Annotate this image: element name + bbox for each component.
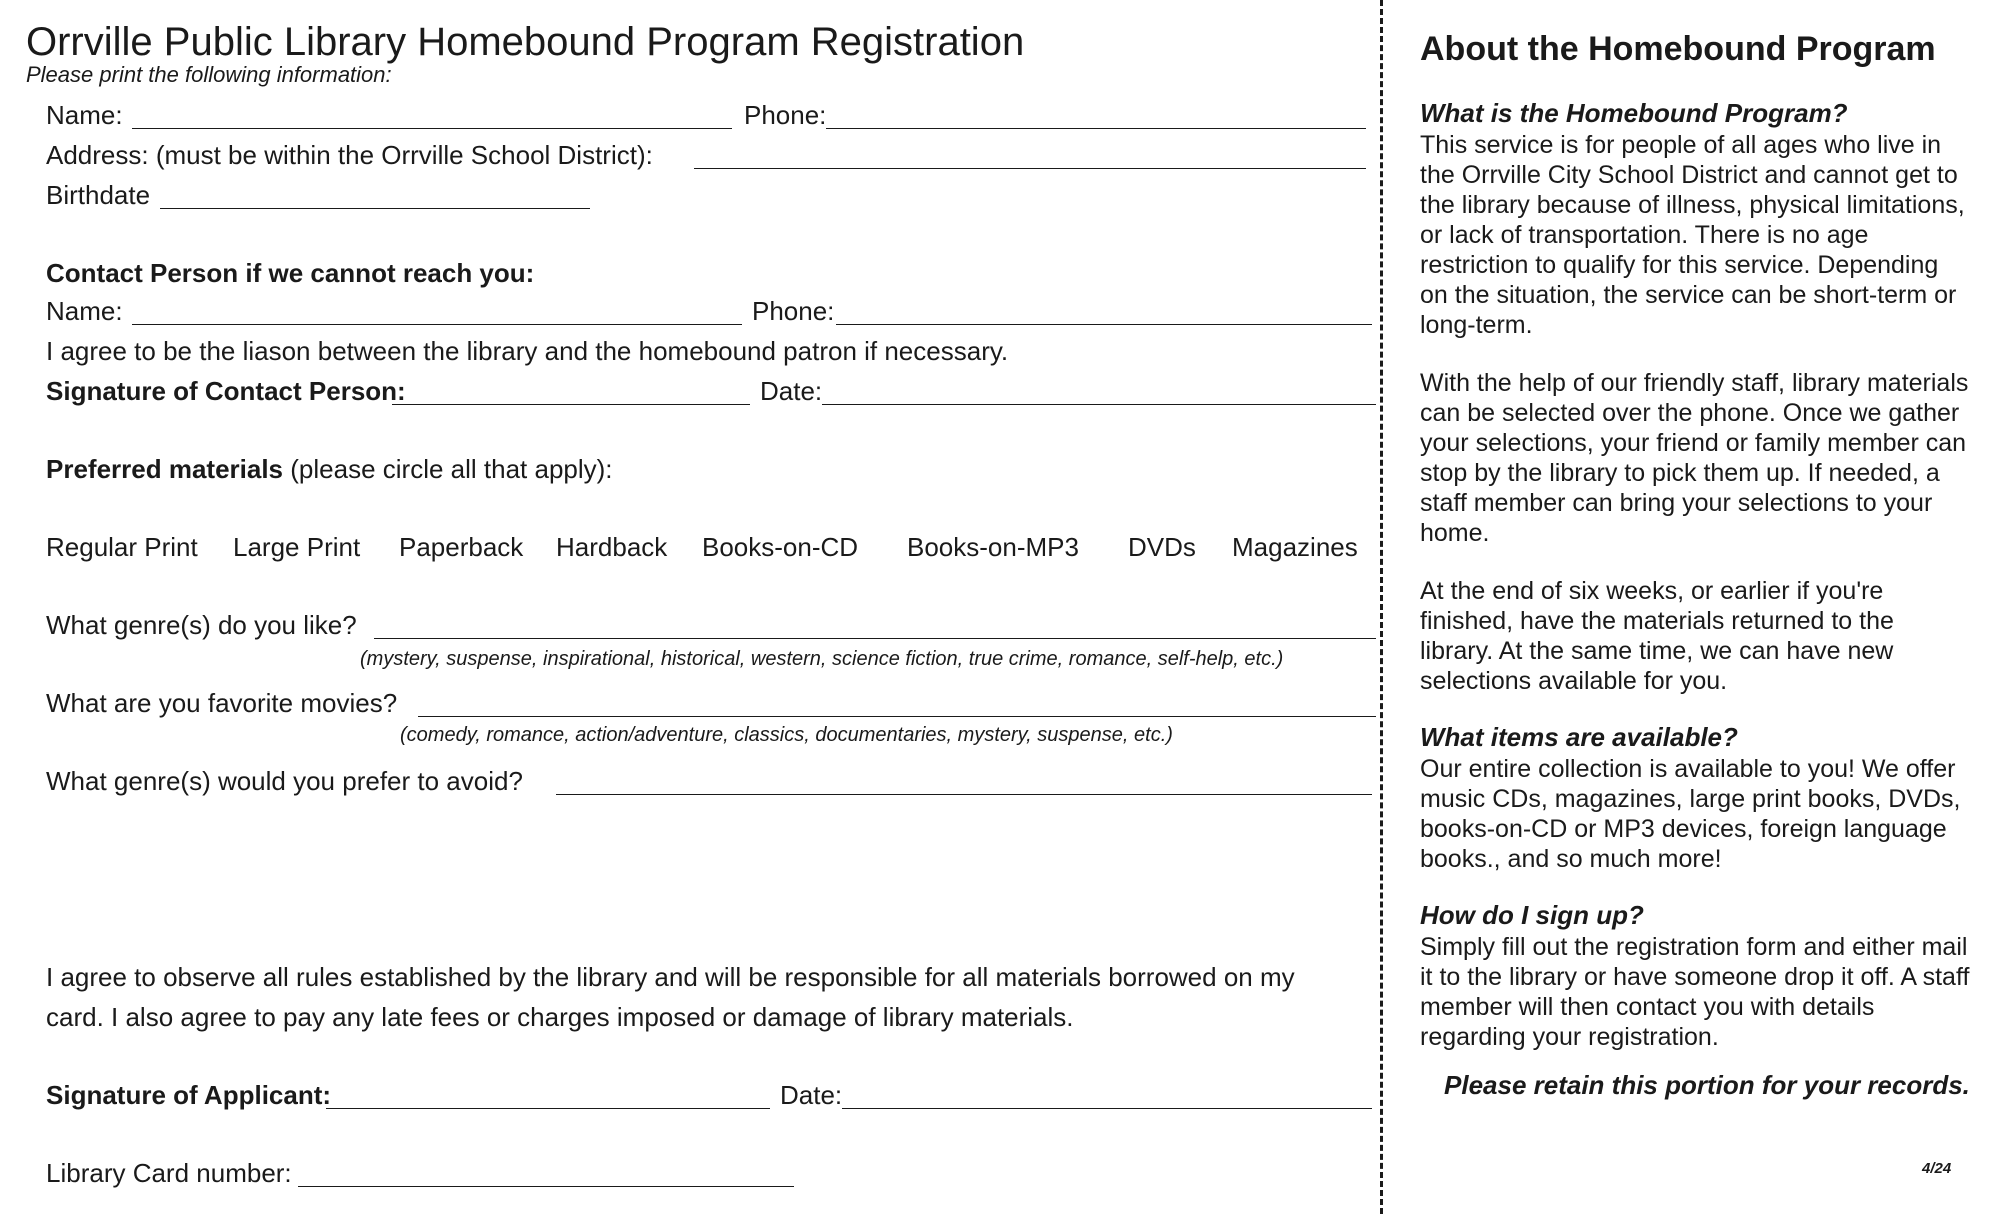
contact-date-field[interactable] (822, 404, 1376, 405)
form-subtitle: Please print the following information: (26, 62, 392, 87)
materials-hint: (please circle all that apply): (290, 454, 613, 484)
avoid-label: What genre(s) would you prefer to avoid? (46, 766, 523, 796)
movies-hint: (comedy, romance, action/adventure, classics, documentaries, mystery, suspense, etc.) (400, 724, 1173, 746)
applicant-date-field[interactable] (842, 1108, 1372, 1109)
retain-note: Please retain this portion for your records. (1444, 1070, 1970, 1100)
materials-heading: Preferred materials (46, 454, 284, 484)
question-sign-up: How do I sign up? (1420, 900, 1644, 930)
genre-hint: (mystery, suspense, inspirational, historical, western, science fiction, true crime, romance, self-help, etc.) (360, 648, 1284, 670)
agreement-line-1: I agree to observe all rules established by the library and will be responsible for all materials borrowed on my (46, 962, 1295, 992)
material-option[interactable]: Hardback (556, 532, 668, 562)
contact-phone-field[interactable] (836, 324, 1372, 325)
material-option[interactable]: Large Print (233, 532, 361, 562)
name-field[interactable] (132, 128, 732, 129)
address-label: Address: (must be within the Orrville School District): (46, 140, 653, 170)
paragraph-items: Our entire collection is available to you! We offer music CDs, magazines, large print books, DVDs, books-on-CD or MP3 devices, foreign language books., and so much more! (1420, 755, 1961, 873)
contact-date-label: Date: (760, 376, 823, 406)
card-number-field[interactable] (298, 1186, 794, 1187)
about-heading: About the Homebound Program (1420, 30, 1936, 68)
form-title: Orrville Public Library Homebound Program Registration (26, 20, 1025, 64)
page-code: 4/24 (1922, 1160, 1952, 1177)
paragraph-return: At the end of six weeks, or earlier if you're finished, have the materials returned to the library. At the same time, we can have new selections available for you. (1420, 577, 1894, 695)
contact-phone-label: Phone: (752, 296, 835, 326)
phone-field[interactable] (826, 128, 1366, 129)
contact-signature-field[interactable] (392, 404, 750, 405)
phone-label: Phone: (744, 100, 827, 130)
applicant-signature-label: Signature of Applicant: (46, 1080, 332, 1110)
applicant-date-label: Date: (780, 1080, 843, 1110)
material-option[interactable]: DVDs (1128, 532, 1196, 562)
paragraph-staff-help: With the help of our friendly staff, library materials can be selected over the phone. Once we gather your selections, your friend or family member can stop by the library to pick them up. If needed, a staff member can bring your selections to your home. (1420, 369, 1969, 547)
materials-line (46, 454, 613, 485)
contact-name-field[interactable] (132, 324, 742, 325)
cut-line-divider (1380, 0, 1383, 1214)
movies-label: What are you favorite movies? (46, 688, 398, 718)
material-option[interactable]: Books-on-CD (702, 532, 859, 562)
paragraph-what-is: This service is for people of all ages who live in the Orrville City School District and cannot get to the library because of illness, physical limitations, or lack of transportation. There is no age restriction to qualify for this service. Depending on the situation, the service can be short-term or long-term. (1420, 131, 1965, 339)
birthdate-field[interactable] (160, 208, 590, 209)
movies-field[interactable] (418, 716, 1376, 717)
name-label: Name: (46, 100, 123, 130)
question-what-is: What is the Homebound Program? (1420, 98, 1848, 128)
material-option[interactable]: Paperback (399, 532, 524, 562)
material-option[interactable]: Magazines (1232, 532, 1358, 562)
material-option[interactable]: Regular Print (46, 532, 198, 562)
agreement-line-2: card. I also agree to pay any late fees or charges imposed or damage of library materials. (46, 1002, 1074, 1032)
card-number-label: Library Card number: (46, 1158, 292, 1188)
genre-field[interactable] (374, 638, 1376, 639)
contact-name-label: Name: (46, 296, 123, 326)
birthdate-label: Birthdate (46, 180, 151, 210)
material-option[interactable]: Books-on-MP3 (907, 532, 1079, 562)
avoid-field[interactable] (556, 794, 1372, 795)
address-field[interactable] (694, 168, 1366, 169)
applicant-signature-field[interactable] (326, 1108, 770, 1109)
contact-heading: Contact Person if we cannot reach you: (46, 258, 535, 288)
liaison-text: I agree to be the liason between the library and the homebound patron if necessary. (46, 336, 1009, 366)
paragraph-sign-up: Simply fill out the registration form and either mail it to the library or have someone drop it off. A staff member will then contact you with details regarding your registration. (1420, 933, 1970, 1051)
question-items: What items are available? (1420, 722, 1738, 752)
genre-label: What genre(s) do you like? (46, 610, 357, 640)
contact-signature-label: Signature of Contact Person: (46, 376, 406, 406)
